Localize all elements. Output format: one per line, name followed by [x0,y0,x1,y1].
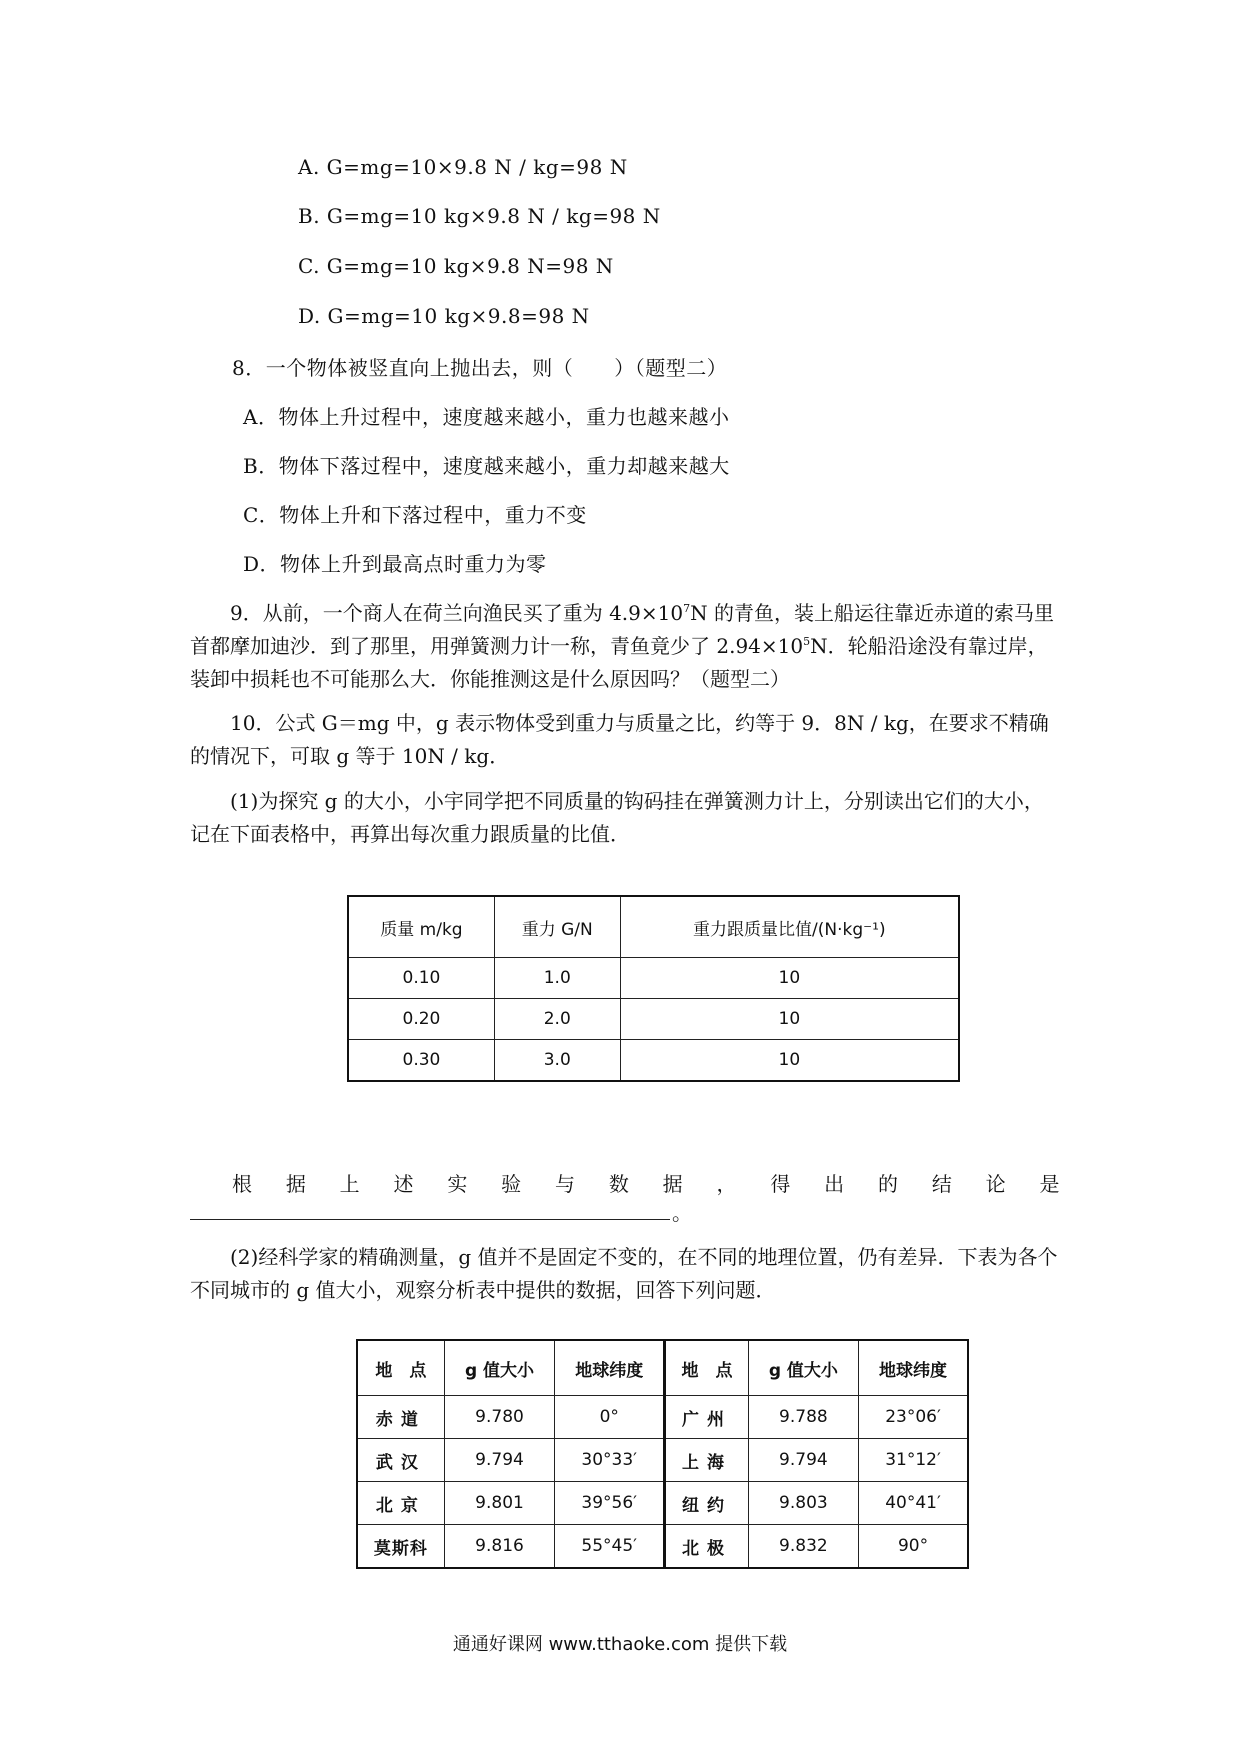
conclusion-period: 。 [672,1201,693,1225]
table-cell: 90° [859,1525,968,1569]
table-cell: 23°06′ [859,1396,968,1439]
q10-sub1: (1)为探究 g 的大小，小宇同学把不同质量的钩码挂在弹簧测力计上，分别读出它们的大小，记在下面表格中，再算出每次重力跟质量的比值． [190,789,1044,846]
table-cell: 0° [555,1396,665,1439]
q8-option-b: B．物体下落过程中，速度越来越小，重力却越来越大 [243,454,730,478]
table-cell: 10 [620,958,959,999]
table-cell: 30°33′ [555,1439,665,1482]
table-cell: 9.794 [444,1439,554,1482]
table-cell: 39°56′ [555,1482,665,1525]
table-row [357,1396,968,1439]
table-cell: 北京 [357,1482,444,1525]
table-header: g 值大小 [748,1340,858,1396]
conclusion-prompt: 根 据 上 述 实 验 与 数 据 ， 得 出 的 结 论 是 [232,1172,1060,1196]
table-header: 重力 G/N [494,896,620,958]
table-cell: 9.816 [444,1525,554,1569]
q8-option-a: A．物体上升过程中，速度越来越小，重力也越来越小 [243,405,730,429]
table-cell: 9.801 [444,1482,554,1525]
table-cell: 9.803 [748,1482,858,1525]
table-header: 地 点 [665,1340,748,1396]
table-cell: 莫斯科 [357,1525,444,1569]
q8-stem: 8．一个物体被竖直向上抛出去，则（ ）（题型二） [232,356,728,380]
table-cell: 3.0 [494,1040,620,1082]
gravity-mass-table [347,895,960,1082]
table-cell: 赤道 [357,1396,444,1439]
answer-blank[interactable] [190,1219,670,1220]
q9-exponent-1: 7 [683,602,691,615]
q7-option-c: C. G=mg=10 kg×9.8 N=98 N [298,254,614,278]
table-cell: 上海 [665,1439,748,1482]
table-row [357,1439,968,1482]
table-cell: 武汉 [357,1439,444,1482]
table-cell: 0.10 [348,958,494,999]
q9-exponent-2: 5 [803,635,811,648]
table-row [357,1482,968,1525]
table-cell: 9.788 [748,1396,858,1439]
table-header-row [357,1340,968,1396]
table-cell: 1.0 [494,958,620,999]
page-footer: 通通好课网 www.tthaoke.com 提供下载 [452,1634,788,1655]
q10-stem: 10．公式 G＝mg 中，g 表示物体受到重力与质量之比，约等于 9．8N / kg，在要求不精确的情况下，可取 g 等于 10N / kg． [190,711,1049,768]
table-cell: 9.780 [444,1396,554,1439]
table-cell: 0.30 [348,1040,494,1082]
q7-option-b: B. G=mg=10 kg×9.8 N / kg=98 N [298,204,661,228]
table-cell: 北极 [665,1525,748,1569]
g-value-table [356,1339,969,1569]
table-cell: 40°41′ [859,1482,968,1525]
table-cell: 2.0 [494,999,620,1040]
q8-option-c: C．物体上升和下落过程中，重力不变 [243,503,587,527]
table-row [348,999,959,1040]
table-cell: 9.832 [748,1525,858,1569]
q9-text-1: 9．从前，一个商人在荷兰向渔民买了重为 4.9×10 [230,601,684,625]
table-cell: 55°45′ [555,1525,665,1569]
table-header: 地球纬度 [859,1340,968,1396]
q7-option-a: A. G=mg=10×9.8 N / kg=98 N [298,155,628,179]
q9-text-3: N．轮船沿途没有靠过岸，装卸中损耗也不可能那么大．你能推测这是什么原因吗？（题型二） [190,634,1048,691]
table-row [348,958,959,999]
table-row [357,1525,968,1569]
table-cell: 9.794 [748,1439,858,1482]
q9-paragraph [190,597,1060,696]
table-header-row [348,896,959,958]
table-cell: 广州 [665,1396,748,1439]
table-cell: 31°12′ [859,1439,968,1482]
q9-text-2: N 的青鱼，装上船运往靠近赤道的索马里首都摩加迪沙．到了那里，用弹簧测力计一称，青鱼竟少了 2.94×10 [190,601,1054,658]
table-header: 质量 m/kg [348,896,494,958]
table-header: 重力跟质量比值/(N·kg⁻¹) [620,896,959,958]
table-row [348,1040,959,1082]
table-header: g 值大小 [444,1340,554,1396]
q10-sub2: (2)经科学家的精确测量，g 值并不是固定不变的，在不同的地理位置，仍有差异．下表为各个不同城市的 g 值大小，观察分析表中提供的数据，回答下列问题． [190,1245,1058,1302]
table-cell: 10 [620,999,959,1040]
table-header: 地球纬度 [555,1340,665,1396]
table-cell: 纽约 [665,1482,748,1525]
q7-option-d: D. G=mg=10 kg×9.8=98 N [298,304,590,328]
q8-option-d: D．物体上升到最高点时重力为零 [243,552,547,576]
table-header: 地 点 [357,1340,444,1396]
table-cell: 10 [620,1040,959,1082]
table-cell: 0.20 [348,999,494,1040]
